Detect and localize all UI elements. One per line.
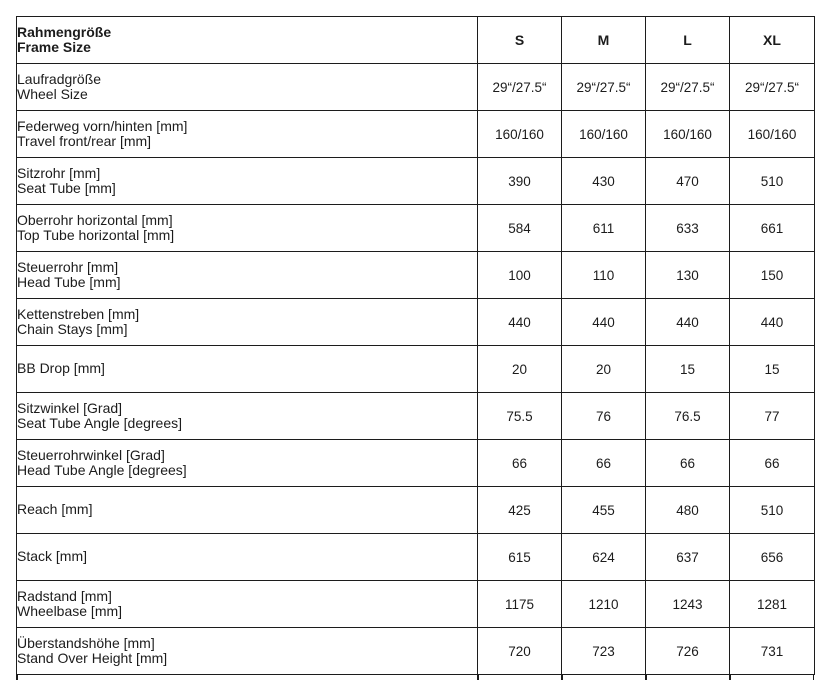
row-label-en: Seat Tube [mm]	[17, 180, 116, 196]
row-label-cell	[17, 628, 478, 675]
cell-value: 160/160	[730, 111, 815, 158]
cell-value: 440	[478, 299, 562, 346]
row-label-en: Top Tube horizontal [mm]	[17, 227, 175, 243]
table-row-head-angle	[17, 440, 815, 487]
cell-value: 584	[478, 205, 562, 252]
table-row-bb-drop	[17, 346, 815, 393]
row-label-en: Stand Over Height [mm]	[17, 650, 168, 666]
row-label-de: Sitzrohr [mm]	[17, 164, 101, 181]
table-row-seat-angle	[17, 393, 815, 440]
row-label-de: Überstandshöhe [mm]	[17, 634, 155, 651]
cell-value: 160/160	[478, 111, 562, 158]
geometry-table-wrapper	[16, 16, 814, 680]
cell-value: 470	[646, 158, 730, 205]
cell-value: 100	[478, 252, 562, 299]
row-label-de: Steuerrohr [mm]	[17, 258, 119, 275]
column-divider-stub	[645, 675, 647, 680]
header-size-s: S	[478, 17, 562, 64]
table-row-wheelbase	[17, 581, 815, 628]
table-row-top-tube	[17, 205, 815, 252]
table-row-reach	[17, 487, 815, 534]
cell-value: 455	[562, 487, 646, 534]
row-label-en: Wheel Size	[17, 86, 88, 102]
header-label-en: Frame Size	[17, 39, 91, 55]
header-label-cell	[17, 17, 478, 64]
cell-value: 615	[478, 534, 562, 581]
header-size-l: L	[646, 17, 730, 64]
row-label-de: Oberrohr horizontal [mm]	[17, 211, 173, 228]
cell-value: 29“/27.5“	[730, 64, 815, 111]
table-row-wheel-size	[17, 64, 815, 111]
row-label-cell	[17, 64, 478, 111]
table-row-travel	[17, 111, 815, 158]
row-label-de: Laufradgröße	[17, 70, 102, 87]
cell-value: 440	[646, 299, 730, 346]
row-label-en: Chain Stays [mm]	[17, 321, 128, 337]
row-label-en: Head Tube Angle [degrees]	[17, 462, 187, 478]
cell-value: 76	[562, 393, 646, 440]
cell-value: 66	[562, 440, 646, 487]
cell-value: 66	[730, 440, 815, 487]
column-divider-stub	[16, 675, 18, 680]
row-label-cell	[17, 158, 478, 205]
table-row-chain-stays	[17, 299, 815, 346]
cell-value: 66	[646, 440, 730, 487]
cell-value: 75.5	[478, 393, 562, 440]
cell-value: 390	[478, 158, 562, 205]
row-label-en: Wheelbase [mm]	[17, 603, 123, 619]
cell-value: 1243	[646, 581, 730, 628]
row-label-cell	[17, 346, 478, 393]
row-label-en: Seat Tube Angle [degrees]	[17, 415, 183, 431]
column-divider-stub	[813, 675, 815, 680]
cell-value: 440	[730, 299, 815, 346]
row-label-cell	[17, 393, 478, 440]
cell-value: 160/160	[562, 111, 646, 158]
cell-value: 624	[562, 534, 646, 581]
row-label-de: Reach [mm]	[17, 501, 93, 518]
row-label-de: Kettenstreben [mm]	[17, 305, 140, 322]
cell-value: 430	[562, 158, 646, 205]
row-label-de: Federweg vorn/hinten [mm]	[17, 117, 188, 134]
header-row	[17, 17, 815, 64]
cell-value: 723	[562, 628, 646, 675]
column-divider-stub	[561, 675, 563, 680]
cell-value: 1175	[478, 581, 562, 628]
cell-value: 150	[730, 252, 815, 299]
row-label-cell	[17, 440, 478, 487]
cell-value: 720	[478, 628, 562, 675]
cell-value: 29“/27.5“	[562, 64, 646, 111]
cell-value: 1210	[562, 581, 646, 628]
cell-value: 633	[646, 205, 730, 252]
table-row-seat-tube	[17, 158, 815, 205]
cell-value: 29“/27.5“	[646, 64, 730, 111]
row-label-cell	[17, 205, 478, 252]
row-label-de: Sitzwinkel [Grad]	[17, 399, 123, 416]
cell-value: 510	[730, 158, 815, 205]
cell-value: 110	[562, 252, 646, 299]
table-row-stack	[17, 534, 815, 581]
row-label-cell	[17, 581, 478, 628]
cell-value: 480	[646, 487, 730, 534]
cell-value: 15	[730, 346, 815, 393]
cell-value: 611	[562, 205, 646, 252]
row-label-de: Radstand [mm]	[17, 587, 112, 604]
cropped-next-row-edge	[16, 675, 814, 680]
row-label-cell	[17, 299, 478, 346]
header-size-xl: XL	[730, 17, 815, 64]
header-label-de: Rahmengröße	[17, 23, 112, 40]
cell-value: 510	[730, 487, 815, 534]
cell-value: 440	[562, 299, 646, 346]
cell-value: 425	[478, 487, 562, 534]
cell-value: 726	[646, 628, 730, 675]
table-row-stand-over	[17, 628, 815, 675]
cell-value: 656	[730, 534, 815, 581]
row-label-de: Steuerrohrwinkel [Grad]	[17, 446, 165, 463]
cell-value: 637	[646, 534, 730, 581]
cell-value: 29“/27.5“	[478, 64, 562, 111]
cell-value: 20	[562, 346, 646, 393]
row-label-de: Stack [mm]	[17, 548, 88, 565]
cell-value: 731	[730, 628, 815, 675]
row-label-cell	[17, 534, 478, 581]
column-divider-stub	[729, 675, 731, 680]
row-label-de: BB Drop [mm]	[17, 360, 105, 377]
geometry-table	[16, 16, 815, 675]
cell-value: 76.5	[646, 393, 730, 440]
cell-value: 661	[730, 205, 815, 252]
row-label-en: Head Tube [mm]	[17, 274, 121, 290]
cell-value: 77	[730, 393, 815, 440]
cell-value: 66	[478, 440, 562, 487]
row-label-cell	[17, 487, 478, 534]
row-label-cell	[17, 252, 478, 299]
column-divider-stub	[477, 675, 479, 680]
row-label-cell	[17, 111, 478, 158]
row-label-en: Travel front/rear [mm]	[17, 133, 152, 149]
cell-value: 130	[646, 252, 730, 299]
cell-value: 20	[478, 346, 562, 393]
cell-value: 160/160	[646, 111, 730, 158]
cell-value: 1281	[730, 581, 815, 628]
cell-value: 15	[646, 346, 730, 393]
header-size-m: M	[562, 17, 646, 64]
table-row-head-tube	[17, 252, 815, 299]
